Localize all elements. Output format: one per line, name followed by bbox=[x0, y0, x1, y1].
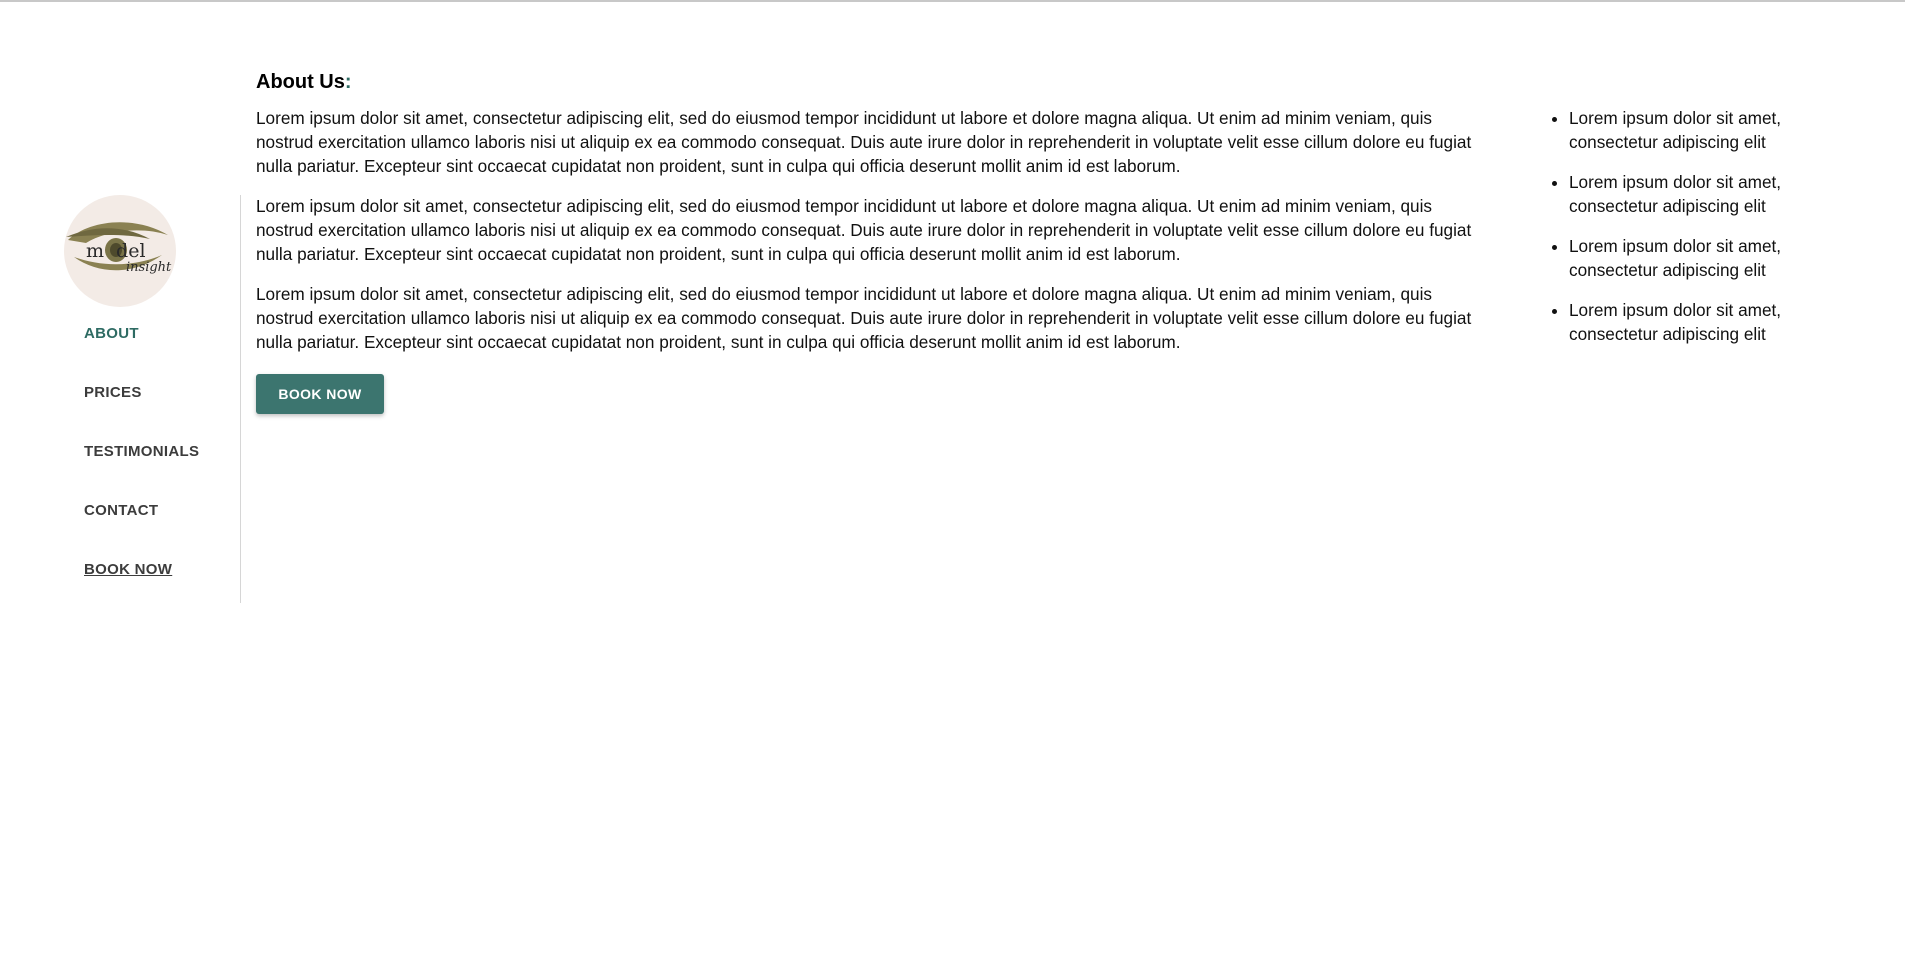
list-item: • Lorem ipsum dolor sit amet, consectetur adipiscing elit bbox=[1569, 170, 1847, 218]
list-item: • Lorem ipsum dolor sit amet, consectetur adipiscing elit bbox=[1569, 298, 1847, 346]
list-item: • Lorem ipsum dolor sit amet, consectetur adipiscing elit bbox=[1569, 106, 1847, 154]
nav-item-contact[interactable]: CONTACT bbox=[84, 502, 159, 519]
book-now-button[interactable]: BOOK NOW bbox=[256, 374, 384, 414]
logo[interactable] bbox=[64, 195, 176, 307]
sidebar bbox=[64, 195, 241, 603]
top-border bbox=[0, 0, 1905, 2]
nav-item-about[interactable]: ABOUT bbox=[84, 325, 139, 342]
logo-word-insight: insight bbox=[126, 260, 172, 275]
nav-item-testimonials[interactable]: TESTIMONIALS bbox=[84, 443, 200, 460]
logo-word-model: m del bbox=[86, 240, 146, 262]
paragraph: Lorem ipsum dolor sit amet, consectetur adipiscing elit, sed do eiusmod tempor incididunt ut labore et dolore magna aliqua. Ut enim ad minim veniam, quis nostrud exercitation ullamco laboris nisi ut aliquip ex ea commodo consequat. Duis aute irure dolor in reprehenderit in voluptate velit esse cillum dolore eu fugiat nulla pariatur. Excepteur sint occaecat cupidatat non proident, sunt in culpa qui officia deserunt mollit anim id est laborum. bbox=[256, 284, 1472, 352]
page-title: About Us: bbox=[256, 71, 352, 93]
paragraph: Lorem ipsum dolor sit amet, consectetur adipiscing elit, sed do eiusmod tempor incididunt ut labore et dolore magna aliqua. Ut enim ad minim veniam, quis nostrud exercitation ullamco laboris nisi ut aliquip ex ea commodo consequat. Duis aute irure dolor in reprehenderit in voluptate velit esse cillum dolore eu fugiat nulla pariatur. Excepteur sint occaecat cupidatat non proident, sunt in culpa qui officia deserunt mollit anim id est laborum. bbox=[256, 196, 1472, 264]
paragraph: Lorem ipsum dolor sit amet, consectetur adipiscing elit, sed do eiusmod tempor incididunt ut labore et dolore magna aliqua. Ut enim ad minim veniam, quis nostrud exercitation ullamco laboris nisi ut aliquip ex ea commodo consequat. Duis aute irure dolor in reprehenderit in voluptate velit esse cillum dolore eu fugiat nulla pariatur. Excepteur sint occaecat cupidatat non proident, sunt in culpa qui officia deserunt mollit anim id est laborum. bbox=[256, 108, 1472, 176]
nav-item-prices[interactable]: PRICES bbox=[84, 384, 142, 401]
main-content bbox=[256, 70, 1486, 414]
nav-menu bbox=[84, 325, 199, 620]
side-list bbox=[1547, 106, 1847, 362]
list-item: • Lorem ipsum dolor sit amet, consectetur adipiscing elit bbox=[1569, 234, 1847, 282]
nav-item-book-now[interactable]: BOOK NOW bbox=[84, 561, 173, 578]
eye-logo-icon bbox=[64, 195, 176, 307]
